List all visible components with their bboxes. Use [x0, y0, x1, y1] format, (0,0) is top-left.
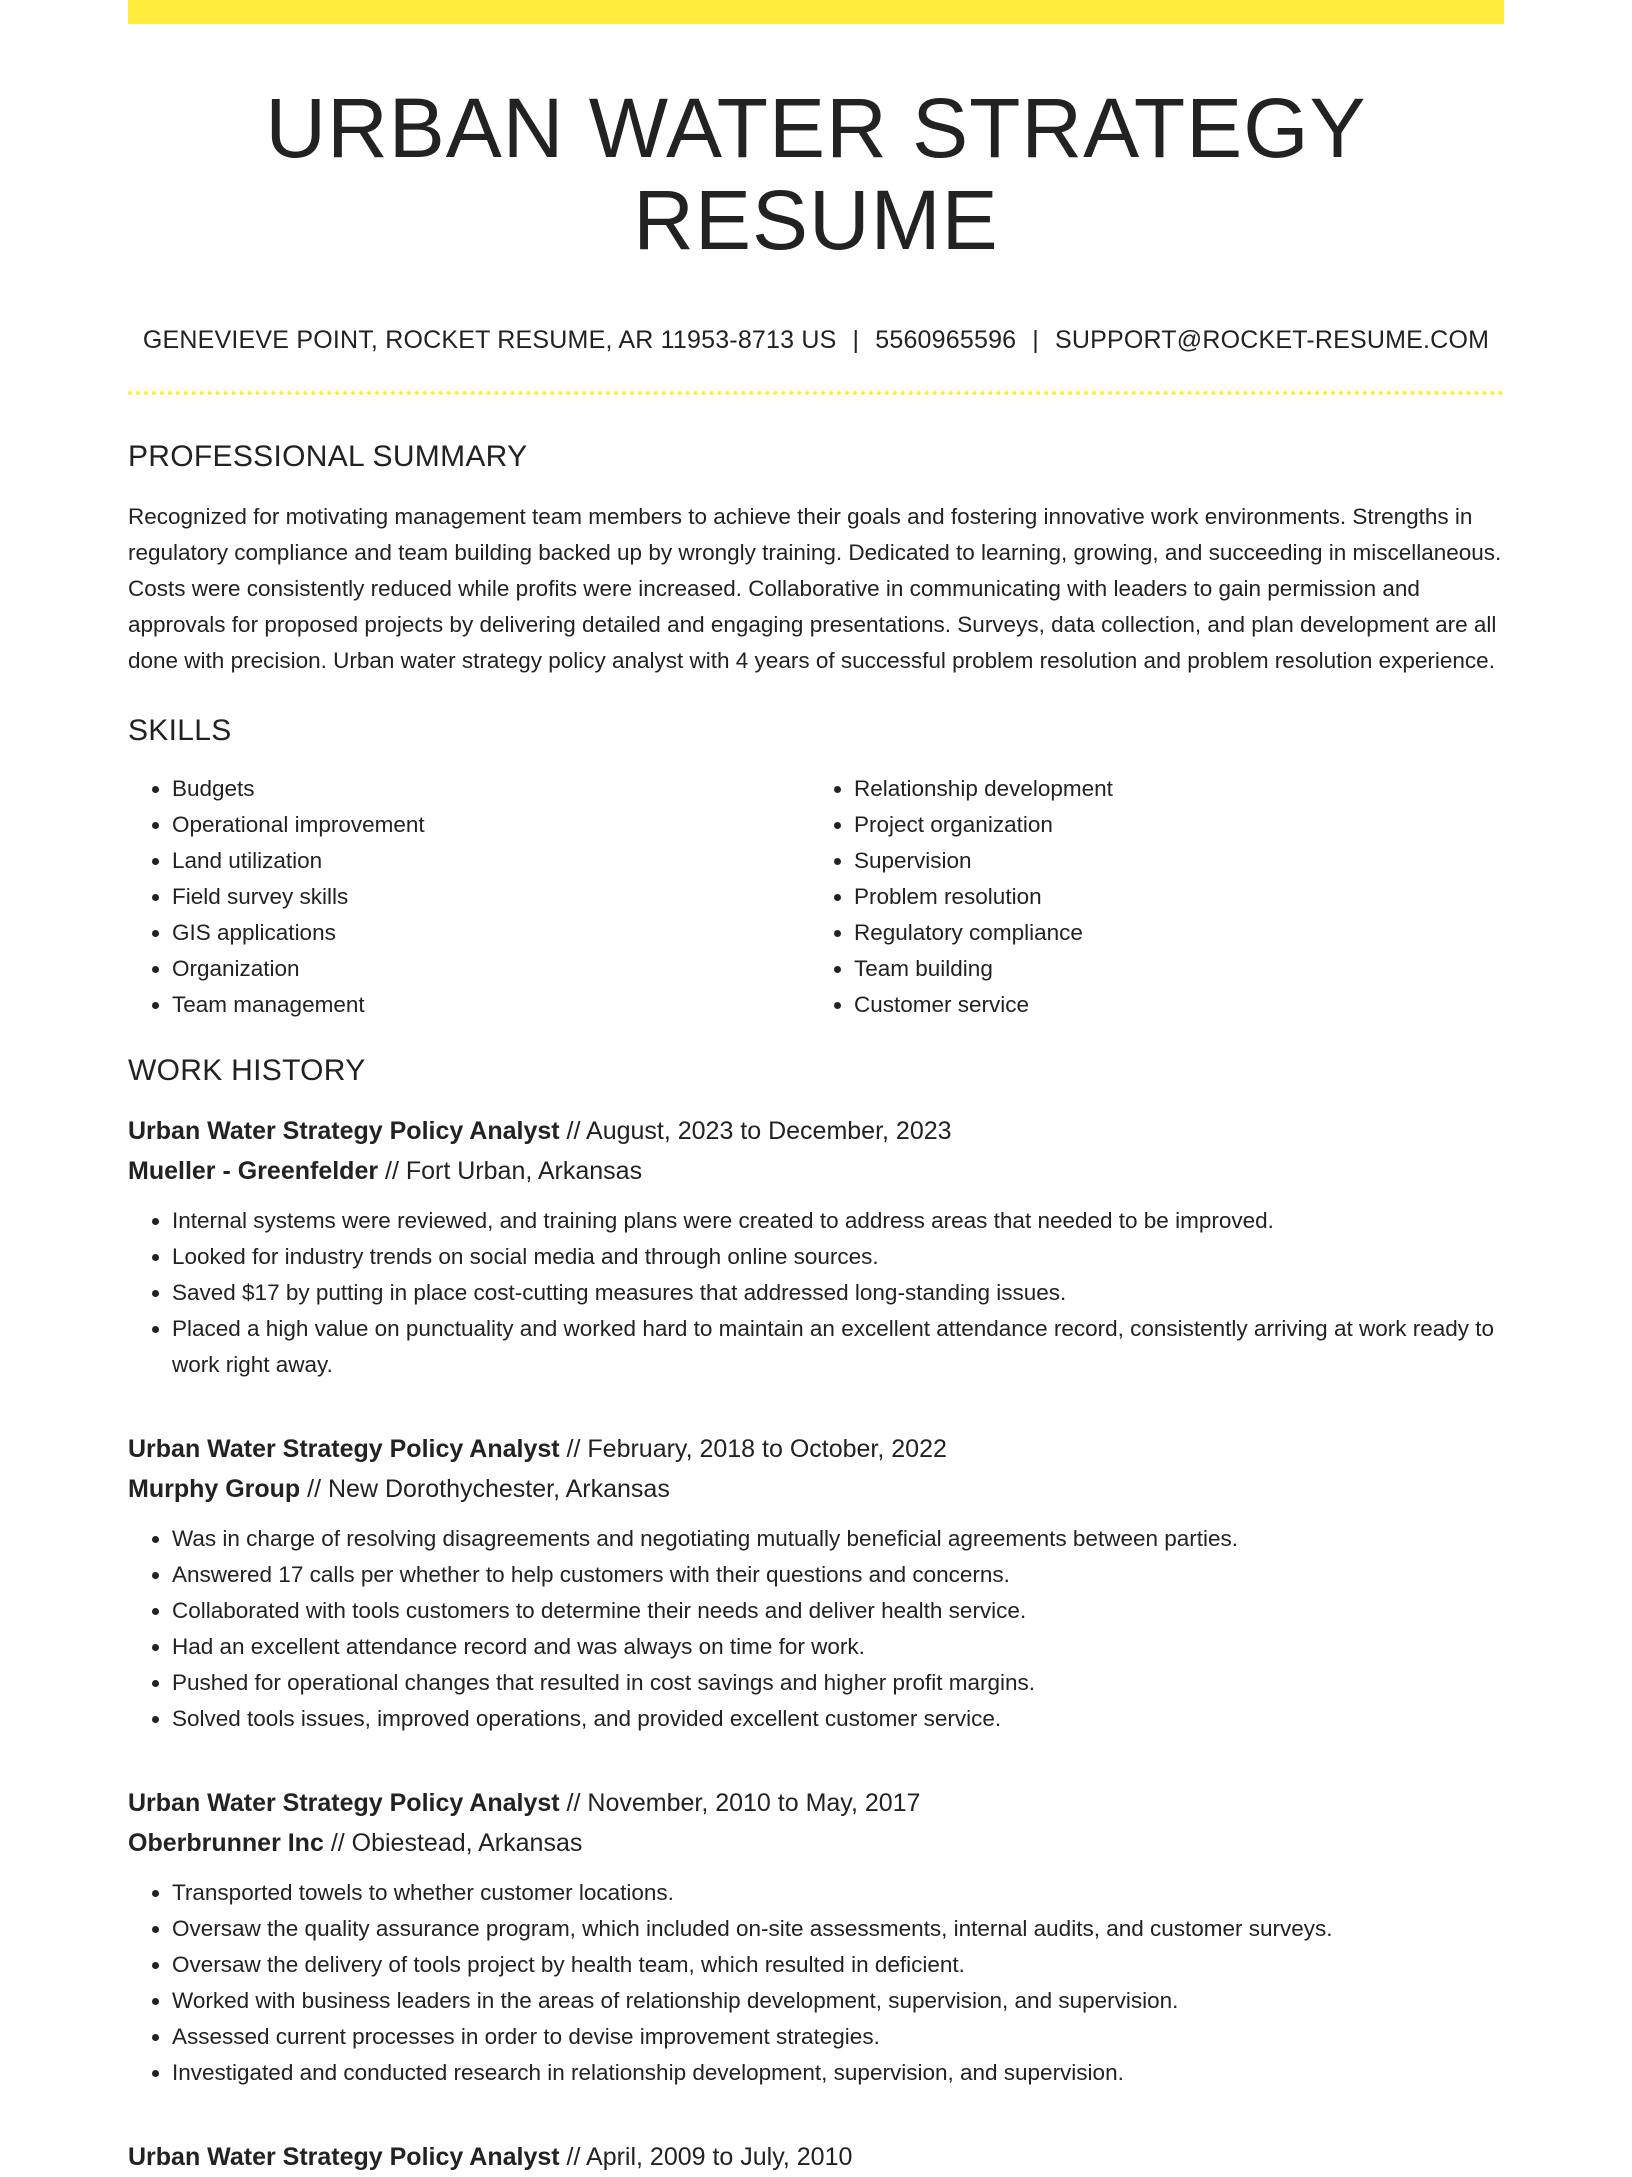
skill-item: • Organization	[172, 951, 806, 987]
job-role-line	[128, 1783, 1504, 1823]
skill-item: • Regulatory compliance	[854, 915, 1488, 951]
skill-item: • Supervision	[854, 843, 1488, 879]
resume-title: URBAN WATER STRATEGY RESUME	[265, 81, 1367, 268]
top-accent-bar	[128, 0, 1504, 24]
resume-page	[128, 0, 1504, 2177]
contact-address: GENEVIEVE POINT, ROCKET RESUME, AR 11953-8713 US	[142, 325, 837, 354]
skill-item: • GIS applications	[172, 915, 806, 951]
skill-item: • Relationship development	[854, 771, 1488, 807]
skill-item: • Team building	[854, 951, 1488, 987]
contact-phone: 5560965596	[875, 325, 1017, 354]
job-role-line	[128, 1429, 1504, 1469]
job-bullet: • Placed a high value on punctuality and worked hard to maintain an excellent attendance record, consistently arriving at work ready to work right away.	[172, 1311, 1504, 1383]
job-bullets	[128, 1203, 1504, 1383]
job-location: // Obiestead, Arkansas	[323, 1828, 583, 1857]
job-bullet: • Investigated and conducted research in relationship development, supervision, and supervision.	[172, 2055, 1504, 2091]
job-company-line	[128, 1823, 1504, 1863]
skill-item: • Problem resolution	[854, 879, 1488, 915]
work-history-heading: WORK HISTORY	[128, 1053, 366, 1087]
job-bullet: • Solved tools issues, improved operations, and provided excellent customer service.	[172, 1701, 1504, 1737]
skill-item: • Budgets	[172, 771, 806, 807]
skill-item: • Field survey skills	[172, 879, 806, 915]
job-entry	[128, 1429, 1504, 1737]
job-role: Urban Water Strategy Policy Analyst	[128, 2142, 560, 2171]
job-bullets	[128, 1521, 1504, 1737]
job-dates: // August, 2023 to December, 2023	[559, 1116, 952, 1145]
job-bullet: • Answered 17 calls per whether to help customers with their questions and concerns.	[172, 1557, 1504, 1593]
skill-item: • Operational improvement	[172, 807, 806, 843]
skills-heading: SKILLS	[128, 713, 232, 747]
skill-item: • Customer service	[854, 987, 1488, 1023]
job-company-line	[128, 1151, 1504, 1191]
job-bullet: • Assessed current processes in order to devise improvement strategies.	[172, 2019, 1504, 2055]
job-bullet: • Was in charge of resolving disagreements and negotiating mutually beneficial agreements between parties.	[172, 1521, 1504, 1557]
job-bullet: • Saved $17 by putting in place cost-cutting measures that addressed long-standing issues.	[172, 1275, 1504, 1311]
skills-list	[128, 771, 1504, 1023]
job-bullet: • Pushed for operational changes that resulted in cost savings and higher profit margins.	[172, 1665, 1504, 1701]
skill-item: • Team management	[172, 987, 806, 1023]
job-location: // Fort Urban, Arkansas	[378, 1156, 643, 1185]
job-company-line	[128, 1469, 1504, 1509]
job-role-line	[128, 2137, 1504, 2177]
job-bullet: • Collaborated with tools customers to determine their needs and deliver health service.	[172, 1593, 1504, 1629]
skill-item: • Land utilization	[172, 843, 806, 879]
summary-text: Recognized for motivating management team members to achieve their goals and fostering innovative work environments. Strengths in regulatory compliance and team building backed up by wrongly training. Dedicated to learning, growing, and succeeding in miscellaneous. Costs were consistently reduced while profits were increased. Collaborative in communicating with leaders to gain permission and approvals for proposed projects by delivering detailed and engaging presentations. Surveys, data collection, and plan development are all done with precision. Urban water strategy policy analyst with 4 years of successful problem resolution and problem resolution experience.	[128, 503, 1502, 673]
summary-heading: PROFESSIONAL SUMMARY	[128, 439, 528, 473]
job-bullet: • Internal systems were reviewed, and training plans were created to address areas that needed to be improved.	[172, 1203, 1504, 1239]
job-bullet: • Had an excellent attendance record and was always on time for work.	[172, 1629, 1504, 1665]
contact-separator: |	[852, 325, 860, 354]
job-role-line	[128, 1111, 1504, 1151]
skills-column-right	[806, 771, 1488, 1023]
skills-column-left	[128, 771, 806, 1023]
job-role: Urban Water Strategy Policy Analyst	[128, 1434, 560, 1463]
job-bullet: • Oversaw the quality assurance program, which included on-site assessments, internal audits, and customer surveys.	[172, 1911, 1504, 1947]
job-bullet: • Oversaw the delivery of tools project by health team, which resulted in deficient.	[172, 1947, 1504, 1983]
job-entry	[128, 1783, 1504, 2091]
job-bullet: • Worked with business leaders in the areas of relationship development, supervision, and supervision.	[172, 1983, 1504, 2019]
job-entry	[128, 1111, 1504, 1383]
job-company: Mueller - Greenfelder	[128, 1156, 379, 1185]
job-entry	[128, 2137, 1504, 2177]
contact-email: SUPPORT@ROCKET-RESUME.COM	[1054, 325, 1490, 354]
job-location: // New Dorothychester, Arkansas	[300, 1474, 670, 1503]
contact-line	[128, 325, 1504, 355]
job-role: Urban Water Strategy Policy Analyst	[128, 1788, 560, 1817]
header-divider	[128, 391, 1504, 395]
job-role: Urban Water Strategy Policy Analyst	[128, 1116, 560, 1145]
job-company: Oberbrunner Inc	[128, 1828, 324, 1857]
job-bullet: • Transported towels to whether customer locations.	[172, 1875, 1504, 1911]
contact-separator: |	[1032, 325, 1039, 354]
job-bullets	[128, 1875, 1504, 2091]
skill-item: • Project organization	[854, 807, 1488, 843]
job-company: Murphy Group	[128, 1474, 301, 1503]
job-dates: // November, 2010 to May, 2017	[559, 1788, 921, 1817]
job-dates: // February, 2018 to October, 2022	[559, 1434, 947, 1463]
job-bullet: • Looked for industry trends on social media and through online sources.	[172, 1239, 1504, 1275]
job-dates: // April, 2009 to July, 2010	[559, 2142, 853, 2171]
